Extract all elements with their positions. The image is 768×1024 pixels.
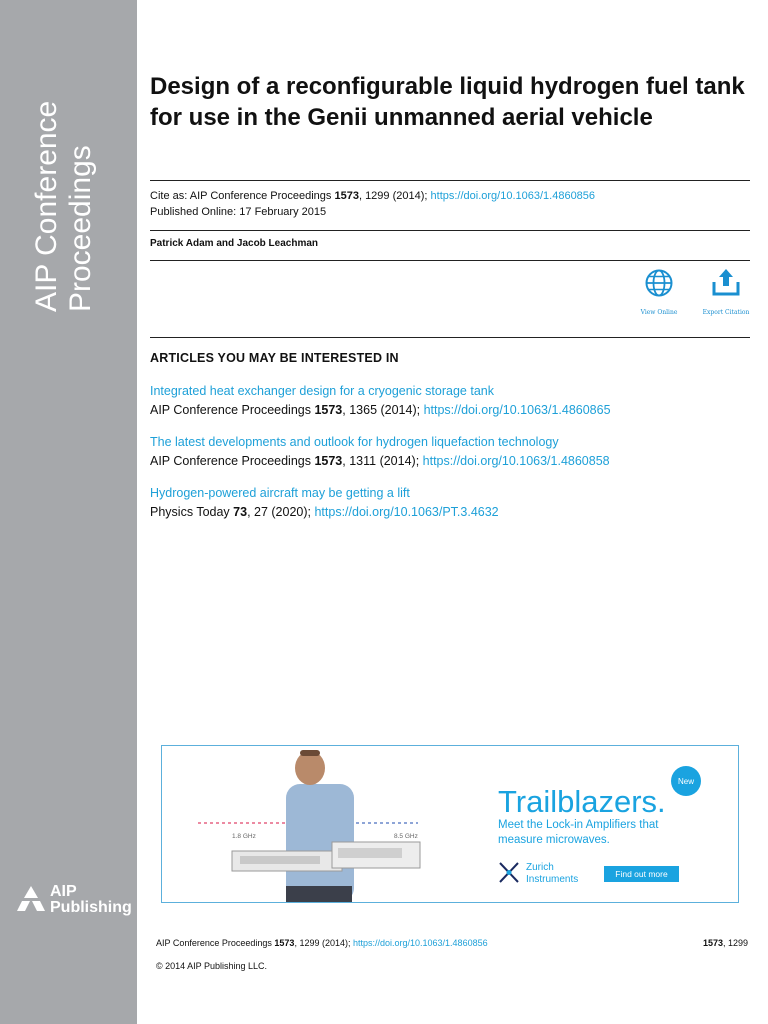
related-article-title[interactable]: The latest developments and outlook for hydrogen liquefaction technology bbox=[150, 435, 559, 449]
export-icon bbox=[709, 268, 743, 298]
publisher-logo bbox=[16, 884, 132, 916]
zurich-logo-icon bbox=[500, 863, 518, 882]
footer-citation bbox=[156, 938, 488, 948]
related-article-citation bbox=[150, 452, 750, 471]
divider bbox=[150, 260, 750, 261]
related-doi-link[interactable]: https://doi.org/10.1063/PT.3.4632 bbox=[314, 505, 499, 519]
view-online-button[interactable] bbox=[629, 268, 689, 316]
related-volume: 1573 bbox=[314, 454, 343, 468]
published-date: Published Online: 17 February 2015 bbox=[150, 206, 327, 218]
footer-page-number bbox=[703, 938, 748, 948]
citation-line bbox=[150, 188, 595, 204]
article-title: Design of a reconfigurable liquid hydrogen fuel tank for use in the Genii unmanned aerial vehicle bbox=[150, 73, 745, 131]
divider bbox=[150, 180, 750, 181]
related-journal: AIP Conference Proceedings bbox=[150, 454, 315, 468]
related-year: , 1311 (2014); bbox=[342, 454, 423, 468]
related-volume: 1573 bbox=[314, 403, 343, 417]
article-doi-link[interactable]: https://doi.org/10.1063/1.4860856 bbox=[430, 190, 596, 202]
series-title-line2: Proceedings bbox=[64, 145, 97, 312]
related-article-title[interactable]: Hydrogen-powered aircraft may be getting a lift bbox=[150, 486, 410, 500]
related-year: , 1365 (2014); bbox=[342, 403, 424, 417]
related-article-title[interactable]: Integrated heat exchanger design for a cryogenic storage tank bbox=[150, 384, 494, 398]
cite-volume: 1573 bbox=[334, 190, 359, 202]
related-article bbox=[150, 382, 750, 420]
new-badge-label: New bbox=[677, 777, 695, 786]
related-article bbox=[150, 484, 750, 522]
related-heading: ARTICLES YOU MAY BE INTERESTED IN bbox=[150, 351, 399, 365]
export-citation-label: Export Citation bbox=[702, 309, 750, 316]
freq-label-right: 8.5 GHz bbox=[394, 833, 418, 840]
related-article-citation bbox=[150, 401, 750, 420]
footer-page-rest: , 1299 bbox=[722, 938, 748, 948]
globe-icon bbox=[644, 268, 674, 298]
publisher-name-line2: Publishing bbox=[50, 899, 132, 916]
publisher-logo-icon bbox=[16, 884, 46, 914]
footer-cite-prefix: AIP Conference Proceedings bbox=[156, 938, 275, 948]
related-journal: AIP Conference Proceedings bbox=[150, 403, 315, 417]
ad-graphic bbox=[162, 746, 738, 902]
related-doi-link[interactable]: https://doi.org/10.1063/1.4860865 bbox=[423, 403, 611, 417]
cite-prefix: Cite as: AIP Conference Proceedings bbox=[150, 190, 335, 202]
copyright: © 2014 AIP Publishing LLC. bbox=[156, 961, 268, 971]
footer-doi-link[interactable]: https://doi.org/10.1063/1.4860856 bbox=[352, 938, 488, 948]
ad-body-line1: Meet the Lock-in Amplifiers that bbox=[498, 819, 659, 831]
presenter-figure bbox=[286, 750, 354, 902]
publisher-name-line1: AIP bbox=[50, 883, 77, 900]
related-volume: 73 bbox=[233, 505, 248, 519]
freq-label-left: 1.8 GHz bbox=[232, 833, 256, 840]
view-online-label: View Online bbox=[640, 309, 678, 316]
ad-body-line2: measure microwaves. bbox=[498, 834, 610, 846]
brand-line2: Instruments bbox=[526, 874, 579, 885]
cite-suffix: , 1299 (2014); bbox=[358, 190, 431, 202]
instrument-left bbox=[232, 851, 342, 871]
series-title-line1: AIP Conference bbox=[30, 100, 63, 312]
divider bbox=[150, 337, 750, 338]
sidebar bbox=[0, 0, 137, 1024]
export-citation-button[interactable] bbox=[696, 268, 756, 316]
brand-line1: Zurich bbox=[526, 862, 554, 873]
authors: Patrick Adam and Jacob Leachman bbox=[150, 238, 319, 249]
related-doi-link[interactable]: https://doi.org/10.1063/1.4860858 bbox=[422, 454, 610, 468]
instrument-right bbox=[332, 842, 420, 868]
footer-page-volume: 1573 bbox=[702, 938, 723, 948]
divider bbox=[150, 230, 750, 231]
series-title bbox=[30, 32, 98, 312]
ad-headline: Trailblazers. bbox=[498, 784, 666, 819]
related-journal: Physics Today bbox=[150, 505, 234, 519]
footer-cite-suffix: , 1299 (2014); bbox=[294, 938, 353, 948]
related-year: , 27 (2020); bbox=[247, 505, 315, 519]
related-article bbox=[150, 433, 750, 471]
find-out-more-label: Find out more bbox=[615, 869, 668, 879]
related-article-citation bbox=[150, 503, 750, 522]
advertisement-banner[interactable] bbox=[161, 745, 739, 903]
footer-cite-volume: 1573 bbox=[274, 938, 295, 948]
